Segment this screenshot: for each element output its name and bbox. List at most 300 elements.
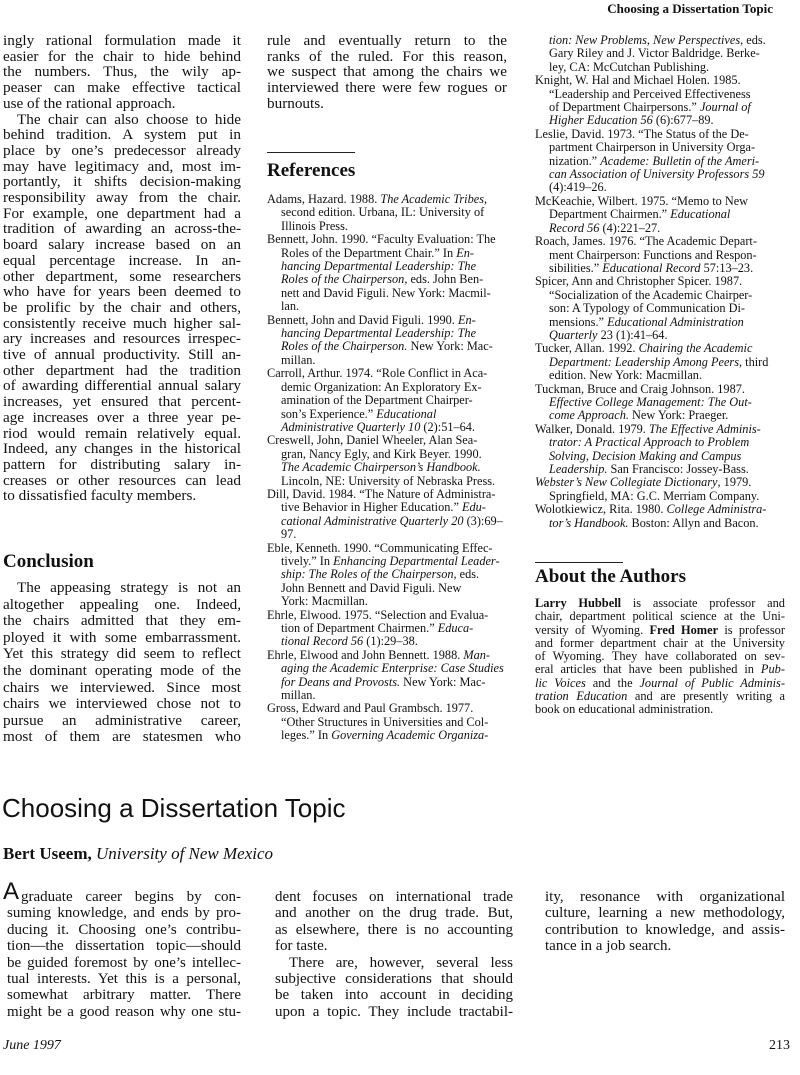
text-line: [267, 689, 522, 702]
reference-entry: [267, 542, 522, 609]
italic-text: trator: A Practical Approach to Problem: [549, 435, 750, 450]
text-line: [535, 463, 793, 476]
text-line: [267, 206, 522, 219]
italic-text: Higher Education 56: [549, 113, 653, 128]
text-line: [267, 609, 522, 622]
text-line: [267, 542, 522, 555]
text-line: be taken into account in deciding: [275, 987, 513, 1004]
text-line: [267, 555, 522, 568]
text-line: graduate career begins by con-: [21, 889, 241, 905]
italic-text: The Academic Chairperson’s Handbook.: [281, 460, 481, 475]
italic-text: hancing Departmental Leadership: The: [281, 259, 477, 274]
section-heading-about-authors: About the Authors: [535, 566, 686, 587]
italic-text: cational Administrative Quarterly 20: [281, 513, 464, 528]
text-run: Ehrle, Elwood and John Bennett. 1988.: [267, 647, 464, 662]
text-line: behind tradition. A system put in: [3, 126, 241, 144]
italic-text: lic Voices: [535, 675, 586, 690]
text-run: , 1979.: [717, 475, 752, 490]
text-line: [267, 421, 522, 434]
italic-text: tor’s Handbook.: [549, 515, 629, 530]
paragraph: [275, 955, 513, 1021]
text-run: second edition. Urbana, IL: University of: [281, 205, 485, 220]
text-run: Walker, Donald. 1979.: [535, 421, 649, 436]
text-run: New York: Mac-: [400, 674, 486, 689]
text-run: nization.”: [549, 153, 601, 168]
reference-entry: [267, 314, 522, 368]
text-run: and the: [585, 675, 640, 690]
text-run: Department Chairmen.”: [549, 207, 671, 222]
text-line: [267, 327, 522, 340]
reference-entry: [535, 275, 793, 342]
text-run: “Socialization of the Academic Chairper-: [549, 287, 753, 302]
italic-text: tration Education: [535, 689, 628, 704]
text-line: [267, 233, 522, 246]
text-line: [267, 220, 522, 233]
italic-text: Administrative Quarterly 10: [281, 419, 421, 434]
author-affiliation: University of New Mexico: [96, 844, 274, 863]
text-run: Gross, Edward and Paul Grambsch. 1977.: [267, 701, 474, 716]
italic-text: Pub-: [760, 662, 785, 677]
text-line: [535, 329, 793, 342]
text-run: of Wyoming. They have collaborated on sev-: [535, 649, 785, 664]
text-run: Illinois Press.: [281, 218, 348, 233]
text-run: Spicer, Ann and Christopher Spicer. 1987.: [535, 274, 743, 289]
text-run: Leslie, David. 1973. “The Status of the De-: [535, 126, 749, 141]
text-line: tion—the dissertation topic—should: [7, 938, 241, 955]
text-run: Adams, Hazard. 1988.: [267, 192, 381, 206]
italic-text: Governing Academic Organiza-: [331, 728, 489, 743]
paragraph: [545, 889, 785, 955]
text-line: place by one’s predecessor already: [3, 141, 241, 159]
text-line: [535, 503, 793, 516]
text-line: burnouts.: [267, 94, 324, 112]
italic-text: Educational Record: [602, 260, 701, 275]
text-line: pursue an administrative career,: [3, 711, 241, 729]
text-run: mensions.”: [549, 314, 608, 329]
italic-text: En-: [457, 312, 476, 327]
text-line: [267, 314, 522, 327]
text-line: [267, 676, 522, 689]
text-run: (1):29–38.: [363, 634, 418, 649]
text-run: McKeachie, Wilbert. 1975. “Memo to New: [535, 193, 749, 208]
section-divider: [535, 562, 623, 563]
text-line: [267, 461, 522, 474]
text-run: partment Chairperson in University Orga-: [549, 140, 756, 155]
text-run: Ehrle, Elwood. 1975. “Selection and Evalua-: [267, 607, 489, 622]
text-run: Roach, James. 1976. “The Academic Depart-: [535, 234, 757, 249]
text-line: [267, 515, 522, 528]
text-line: [267, 501, 522, 514]
text-run: Roles of the Department Chair.” In: [281, 245, 457, 260]
text-line: age increases over a three year pe-: [3, 408, 241, 426]
text-run: sibilities.”: [549, 260, 603, 275]
text-line: [535, 222, 793, 235]
text-line: [535, 235, 793, 248]
text-line: [267, 475, 522, 488]
text-line: rule and eventually return to the: [267, 32, 507, 49]
author-name: Bert Useem,: [3, 844, 92, 863]
text-line: tive of annual productivity. Still an-: [3, 346, 241, 364]
about-authors-text: [535, 597, 785, 717]
text-line: [535, 208, 793, 221]
paragraph: [3, 889, 241, 1020]
reference-entry: [535, 195, 793, 235]
text-line: [535, 302, 793, 315]
text-run: ment Chairperson: Functions and Respon-: [549, 247, 757, 262]
text-line: [535, 663, 785, 676]
article-column-3: [545, 889, 785, 955]
text-run: New York: Praeger.: [628, 408, 729, 423]
conclusion-text: [3, 580, 241, 746]
text-run: Tucker, Allan. 1992.: [535, 341, 639, 356]
text-run: Tuckman, Bruce and Craig Johnson. 1987.: [535, 381, 745, 396]
text-line: of awarding differential annual salary: [3, 377, 241, 395]
italic-text: The Academic Tribes,: [380, 192, 488, 206]
text-run: tive Behavior in Higher Education.”: [281, 500, 462, 515]
text-line: There are, however, several less: [289, 954, 513, 971]
text-line: Indeed, any changes in the historical: [3, 440, 241, 458]
italic-text: hancing Departmental Leadership: The: [281, 326, 477, 341]
italic-text: En-: [456, 245, 474, 260]
paragraph: [3, 580, 241, 746]
italic-text: tion: New Problems, New Perspectives: [549, 33, 741, 47]
text-line: [535, 47, 793, 60]
section-divider: [267, 152, 355, 153]
text-line: [535, 316, 793, 329]
text-run: 23 (1):41–64.: [597, 327, 668, 342]
text-line: be guided foremost by one’s intellec-: [7, 954, 241, 971]
text-line: [267, 260, 522, 273]
drop-cap: A: [3, 878, 20, 905]
text-line: suming knowledge, and ends by pro-: [7, 905, 241, 922]
text-run: Lincoln, NE: University of Nebraska Press.: [281, 473, 496, 488]
byline: [3, 844, 273, 864]
text-run: tion of Department Chairmen.”: [281, 621, 438, 635]
text-run: lan.: [281, 299, 300, 314]
text-line: somewhat arbitrary matter. There: [7, 987, 241, 1004]
text-run: 57:13–23.: [700, 260, 754, 275]
article-title: Choosing a Dissertation Topic: [2, 793, 346, 823]
text-run: demic Organization: An Exploratory Ex-: [281, 379, 482, 394]
text-line: [535, 289, 793, 302]
text-line: [535, 168, 793, 181]
text-run: of Department Chairpersons.”: [549, 100, 700, 115]
text-line: [535, 356, 793, 369]
text-line: [535, 624, 785, 637]
reference-entry: [267, 434, 522, 488]
paragraph: [275, 889, 513, 955]
text-run: Gary Riley and J. Victor Baldridge. Berke-: [549, 46, 760, 61]
text-line: [267, 354, 522, 367]
text-run: nett and David Figuli. New York: Macmil-: [281, 285, 491, 300]
reference-entry: [535, 423, 793, 477]
text-line: [267, 729, 522, 742]
text-line: altogether appealing one. Indeed,: [3, 595, 241, 613]
reference-entry: [535, 342, 793, 382]
text-line: [267, 340, 522, 353]
text-line: [267, 528, 522, 541]
text-line: [267, 716, 522, 729]
text-line: [535, 249, 793, 262]
text-line: for taste.: [275, 938, 328, 955]
bold-name: Larry Hubbell: [535, 596, 622, 610]
text-line: [535, 650, 785, 663]
text-line: interviewed there were few rogues or: [267, 79, 507, 97]
text-run: leges.” In: [281, 728, 332, 743]
text-line: portantly, it shifts decision-making: [3, 173, 241, 191]
bold-name: Fred Homer: [649, 622, 719, 637]
text-line: [535, 275, 793, 288]
italic-text: College Administra-: [666, 502, 767, 517]
text-line: might be a good reason why one stu-: [7, 1003, 241, 1020]
text-line: [267, 193, 522, 206]
reference-entry: [535, 235, 793, 275]
text-line: equal percentage increase. In an-: [3, 251, 241, 269]
italic-text: Educa-: [437, 621, 474, 635]
text-run: York: Macmillan.: [281, 594, 368, 609]
text-line: [267, 635, 522, 648]
text-run: son’s Experience.”: [281, 406, 377, 421]
text-line: [535, 436, 793, 449]
text-line: [535, 637, 785, 650]
text-line: responsibility away from the chair.: [3, 189, 241, 207]
text-run: millan.: [281, 688, 316, 703]
italic-text: Chairing the Academic: [638, 341, 753, 356]
reference-entry: [267, 649, 522, 703]
text-line: [535, 450, 793, 463]
text-line: [267, 595, 522, 608]
italic-text: Edu-: [461, 500, 486, 515]
text-run: tively.” In: [281, 553, 334, 568]
text-line: [535, 181, 793, 194]
text-run: Wolotkiewicz, Rita. 1980.: [535, 502, 667, 517]
reference-entry: [535, 74, 793, 128]
text-run: New York: Mac-: [407, 339, 493, 354]
text-line: [267, 394, 522, 407]
text-line: [267, 488, 522, 501]
italic-text: Academe: Bulletin of the Ameri-: [600, 153, 760, 168]
reference-entry: [267, 367, 522, 434]
article-column-2: [275, 889, 513, 1020]
italic-text: The Effective Adminis-: [648, 421, 761, 436]
text-line: [267, 247, 522, 260]
text-line: [535, 74, 793, 87]
reference-entry: [535, 128, 793, 195]
italic-text: Department: Leadership Among Peers: [549, 354, 740, 369]
text-line: [535, 597, 785, 610]
reference-entry: [535, 476, 793, 503]
article-column-1: [3, 878, 241, 1020]
text-line: [535, 396, 793, 409]
text-line: [535, 34, 793, 47]
middle-column-text: [267, 33, 507, 112]
text-line: ducing it. Choosing one’s contribu-: [7, 921, 241, 938]
text-run: Boston: Allyn and Bacon.: [628, 515, 759, 530]
text-line: [535, 517, 793, 530]
text-line: [267, 367, 522, 380]
text-line: chairs we interviewed. Since most: [3, 678, 241, 696]
text-run: Bennett, John and David Figuli. 1990.: [267, 312, 458, 327]
text-run: San Francisco: Jossey-Bass.: [607, 462, 749, 476]
text-line: For example, one department had a: [3, 204, 241, 222]
text-line: be prolific by the chair and others,: [3, 298, 241, 316]
text-line: other department had the tradition: [3, 361, 241, 379]
references-list: [267, 193, 522, 743]
text-run: 97.: [281, 527, 297, 542]
text-line: use of the rational approach.: [3, 94, 176, 112]
text-line: the numbers. Thus, the wily ap-: [3, 63, 241, 81]
text-run: son: A Typology of Communication Di-: [549, 301, 746, 316]
text-line: [535, 88, 793, 101]
text-line: as elsewhere, there is no accounting: [275, 921, 513, 938]
text-line: to dissatisfied faculty members.: [3, 487, 197, 505]
text-line: [535, 610, 785, 623]
text-line: board salary increase based on an: [3, 236, 241, 254]
text-line: upon a topic. They include tractabil-: [275, 1003, 513, 1020]
text-line: riod would remain relatively equal.: [3, 424, 241, 442]
text-line: [267, 408, 522, 421]
text-run: book on educational administration.: [535, 702, 714, 717]
italic-text: Solving, Decision Making and Campus: [549, 448, 742, 463]
page-number: 213: [769, 1038, 790, 1053]
text-line: [267, 702, 522, 715]
italic-text: Educational: [376, 406, 437, 421]
paragraph: [3, 33, 241, 112]
text-line: [267, 568, 522, 581]
text-line: [535, 703, 785, 716]
italic-text: Effective College Management: The Out-: [549, 394, 752, 409]
italic-text: Roles of the Chairperson: [281, 272, 405, 287]
reference-continuation: [535, 34, 793, 74]
text-run: amination of the Department Chairper-: [281, 393, 473, 408]
text-line: [535, 369, 793, 382]
section-heading-references: References: [267, 160, 356, 181]
text-line: [267, 381, 522, 394]
text-run: Knight, W. Hal and Michael Holen. 1985.: [535, 73, 741, 88]
text-line: [535, 195, 793, 208]
text-run: Creswell, John, Daniel Wheeler, Alan Sea-: [267, 433, 478, 448]
italic-text: Webster’s New Collegiate Dictionary: [535, 475, 718, 490]
text-run: “Other Structures in Universities and Col-: [281, 714, 489, 729]
text-line: ary increases and resources irrespec-: [3, 330, 241, 348]
text-line: the dominant operating mode of the: [3, 661, 241, 679]
italic-text: can Association of University Professors 59: [549, 167, 765, 182]
italic-text: for Deans and Provosts.: [281, 674, 401, 689]
text-line: ingly rational formulation made it: [3, 32, 241, 49]
text-line: [267, 622, 522, 635]
text-line: [535, 409, 793, 422]
reference-entry: [267, 702, 522, 742]
text-line: chairs we interviewed chose not to: [3, 695, 241, 713]
text-line: [535, 141, 793, 154]
paragraph: [267, 33, 507, 112]
text-run: edition. New York: Macmillan.: [549, 368, 703, 383]
text-line: [535, 690, 785, 703]
reference-entry: [267, 609, 522, 649]
reference-entry: [535, 503, 793, 530]
text-line: [267, 448, 522, 461]
text-run: versity of Wyoming.: [535, 622, 650, 637]
text-line: increases, yet ensured that percent-: [3, 393, 241, 411]
references-list-continued: [535, 34, 793, 530]
text-run: and former department chair at the University: [535, 635, 785, 650]
text-line: The chair can also choose to hide: [17, 110, 241, 128]
section-heading-conclusion: Conclusion: [3, 551, 94, 572]
text-line: [535, 677, 785, 690]
text-line: the chairs admitted that they em-: [3, 612, 241, 630]
text-line: [535, 383, 793, 396]
text-line: contribution to knowledge, and assis-: [545, 921, 785, 938]
text-line: tance in a job search.: [545, 938, 672, 955]
reference-entry: [535, 383, 793, 423]
text-line: [535, 101, 793, 114]
text-line: other department, some researchers: [3, 267, 241, 285]
italic-text: Journal of: [699, 100, 751, 115]
text-line: ployed it with some embarrassment.: [3, 628, 241, 646]
text-line: culture, learning a new methodology,: [545, 905, 785, 922]
italic-text: aging the Academic Enterprise: Case Studies: [281, 661, 504, 676]
text-line: most of them are statesmen who: [3, 728, 241, 746]
text-run: chair, department political science at the Uni-: [535, 609, 785, 624]
text-line: [267, 662, 522, 675]
text-run: is professor: [718, 622, 785, 637]
text-line: [267, 287, 522, 300]
text-run: is associate professor and: [621, 596, 785, 610]
text-line: [535, 61, 793, 74]
text-run: and are presently writing a: [627, 689, 785, 704]
text-line: tradition of awarding an across-the-: [3, 220, 241, 238]
text-line: who have for years been deemed to: [3, 283, 241, 301]
text-line: subjective considerations that should: [275, 971, 513, 988]
text-line: [535, 262, 793, 275]
reference-entry: [267, 488, 522, 542]
text-run: “Leadership and Perceived Effectiveness: [549, 86, 751, 101]
text-line: [535, 476, 793, 489]
italic-text: Leadership.: [549, 462, 608, 476]
italic-text: Man-: [463, 647, 491, 662]
text-line: [267, 434, 522, 447]
text-run: millan.: [281, 352, 316, 367]
text-line: pattern for distributing salary in-: [3, 455, 241, 473]
italic-text: Educational: [670, 207, 731, 222]
text-line: [267, 649, 522, 662]
italic-text: Educational Administration: [607, 314, 744, 329]
left-column: [3, 33, 241, 504]
reference-entry: [267, 193, 522, 233]
text-line: may have legitimacy and, most im-: [3, 157, 241, 175]
text-run: , eds.: [453, 567, 480, 582]
running-header: Choosing a Dissertation Topic: [607, 1, 773, 16]
text-run: Bennett, John. 1990. “Faculty Evaluation: The: [267, 232, 496, 247]
text-line: [535, 155, 793, 168]
text-line: [535, 342, 793, 355]
text-run: eral articles that have been published in: [535, 662, 761, 677]
text-line: [267, 273, 522, 286]
footer-date: June 1997: [3, 1038, 61, 1053]
text-line: The appeasing strategy is not an: [17, 579, 241, 596]
italic-text: come Approach.: [549, 408, 629, 423]
text-line: peaser can make effective tactical: [3, 79, 241, 97]
text-run: Carroll, Arthur. 1974. “Role Conflict in Aca-: [267, 366, 488, 381]
text-run: , eds. John Ben-: [404, 272, 484, 287]
text-line: ity, resonance with organizational: [545, 889, 785, 905]
text-run: Eble, Kenneth. 1990. “Communicating Effec-: [267, 540, 493, 555]
text-line: ranks of the ruled. For this reason,: [267, 47, 507, 65]
text-line: [535, 490, 793, 503]
text-run: gran, Nancy Egly, and Kirk Beyer. 1990.: [281, 446, 482, 461]
reference-entry: [267, 233, 522, 313]
text-run: (2):51–64.: [420, 419, 476, 434]
